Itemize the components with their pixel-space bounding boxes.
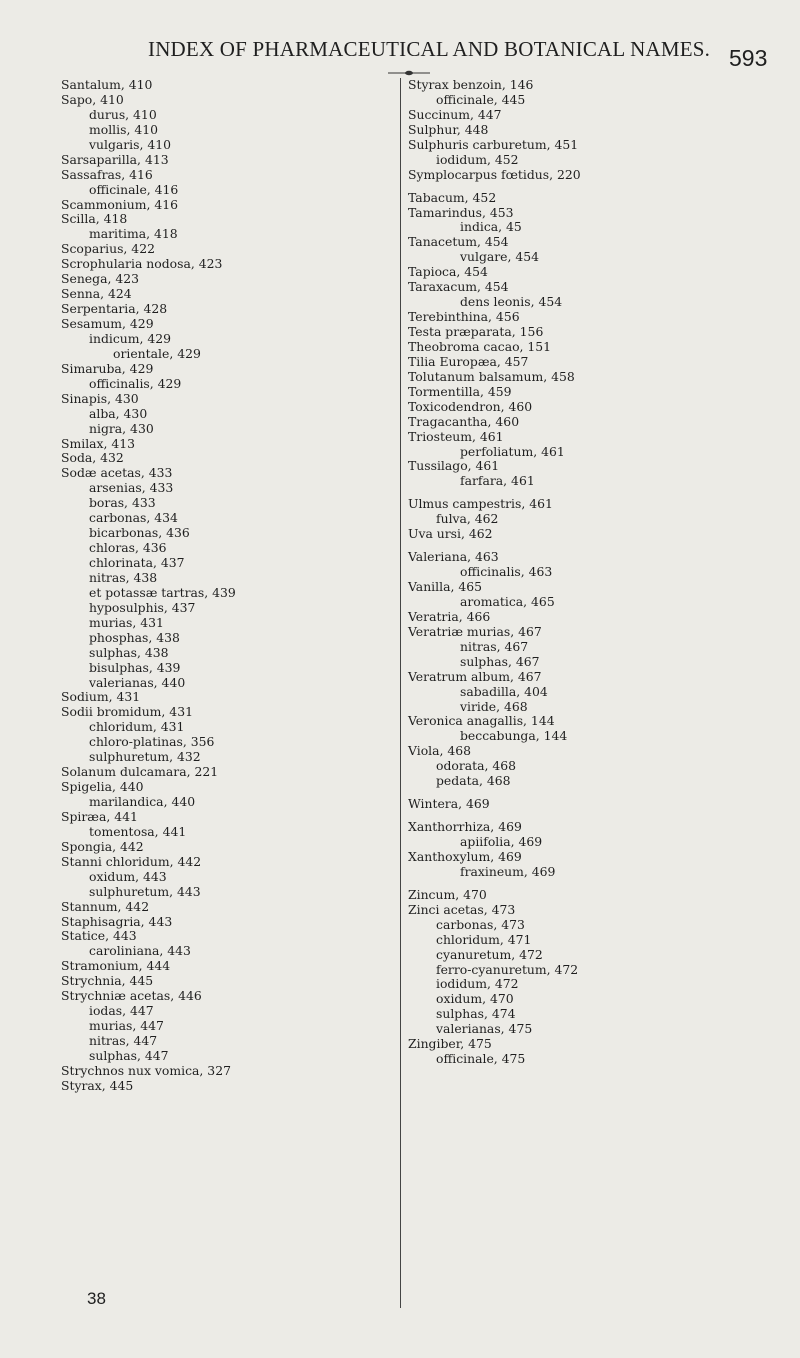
index-entry: Wintera, 469 [408,796,490,812]
index-subentry: fulva, 462 [436,511,499,527]
index-subentry: boras, 433 [89,495,156,511]
index-entry: Zinci acetas, 473 [408,901,516,917]
index-subentry: nitras, 447 [89,1033,158,1048]
index-subentry: oxidum, 443 [89,868,167,884]
index-entry: Ulmus campestris, 461 [408,496,553,512]
index-subentry: pedata, 468 [436,773,511,789]
page-title: INDEX OF PHARMACEUTICAL AND BOTANICAL NAMES. [148,37,711,61]
index-entry: Sulphur, 448 [408,121,489,137]
column-divider [400,78,401,1308]
index-entry: Toxicodendron, 460 [408,398,533,414]
index-subentry: bicarbonas, 436 [89,525,190,541]
index-entry: Sapo, 410 [61,91,124,107]
index-entry: Spiræa, 441 [61,808,138,824]
index-entry: Theobroma cacao, 151 [408,338,552,354]
index-entry: Smilax, 413 [61,435,136,451]
index-subentry: orientale, 429 [113,345,201,361]
index-entry: Veratriæ murias, 467 [408,623,542,639]
index-entry: Sinapis, 430 [61,390,139,406]
index-entry: Styrax, 445 [61,1077,134,1093]
index-entry: Vanilla, 465 [408,579,482,594]
index-entry: Tragacantha, 460 [408,413,520,429]
index-subentry: officinale, 416 [89,181,179,197]
index-subentry: vulgare, 454 [460,249,540,265]
index-entry: Veratrum album, 467 [408,668,542,684]
index-subentry: marilandica, 440 [89,794,196,809]
index-entry: Tolutanum balsamum, 458 [408,368,575,384]
index-subentry: chloridum, 431 [89,719,185,735]
index-subentry: sulphas, 474 [436,1006,516,1022]
index-entry: Tanacetum, 454 [408,234,509,250]
index-subentry: aromatica, 465 [460,593,555,609]
index-entry: Uva ursi, 462 [408,526,493,542]
index-subentry: chloridum, 471 [436,931,532,947]
index-entry: Sodæ acetas, 433 [61,465,173,481]
index-entry: Tapioca, 454 [408,264,488,280]
index-entry: Viola, 468 [408,743,472,759]
index-subentry: valerianas, 475 [436,1021,533,1037]
index-subentry: iodas, 447 [89,1003,154,1019]
index-column-left [61,78,391,1094]
index-subentry: sulphuretum, 432 [89,749,201,765]
index-entry: Senega, 423 [61,271,139,287]
signature-mark: 38 [87,1289,106,1308]
index-entry: Sodium, 431 [61,689,141,705]
index-entry: Scammonium, 416 [61,196,178,212]
index-entry: Succinum, 447 [408,106,502,122]
header-ornament [388,70,430,76]
index-subentry: chlorinata, 437 [89,555,185,570]
index-entry: Testa præparata, 156 [408,324,544,339]
index-subentry: odorata, 468 [436,758,517,774]
index-entry: Zingiber, 475 [408,1036,492,1052]
index-subentry: fraxineum, 469 [460,863,556,879]
index-entry: Sulphuris carburetum, 451 [408,136,579,152]
index-subentry: iodidum, 472 [436,976,519,992]
index-entry: Spigelia, 440 [61,779,144,795]
index-subentry: indicum, 429 [89,330,172,346]
index-subentry: dens leonis, 454 [460,294,563,310]
index-entry: Symplocarpus fœtidus, 220 [408,166,581,182]
index-entry: Valeriana, 463 [408,549,499,565]
index-subentry: arsenias, 433 [89,480,174,496]
index-entry: Stanni chloridum, 442 [61,853,202,869]
index-subentry: carbonas, 473 [436,916,525,932]
index-subentry: sulphas, 438 [89,644,169,660]
index-entry: Simaruba, 429 [61,360,154,376]
index-entry: Tormentilla, 459 [408,383,512,399]
index-subentry: carbonas, 434 [89,510,178,526]
index-subentry: bisulphas, 439 [89,659,181,675]
index-subentry: officinalis, 463 [460,564,553,580]
index-entry: Strychnia, 445 [61,973,154,989]
index-subentry: indica, 45 [460,219,522,235]
index-entry: Sesamum, 429 [61,316,154,331]
index-subentry: officinalis, 429 [89,375,182,391]
index-subentry: sulphuretum, 443 [89,883,201,899]
index-entry: Taraxacum, 454 [408,279,509,295]
index-subentry: alba, 430 [89,405,148,421]
index-subentry: hyposulphis, 437 [89,599,196,615]
index-entry: Xanthorrhiza, 469 [408,819,522,835]
index-column-right [408,78,788,1067]
index-entry: Tamarindus, 453 [408,204,514,220]
index-subentry: farfara, 461 [460,473,535,489]
page-header [0,37,800,77]
index-subentry: oxidum, 470 [436,991,514,1007]
index-entry: Scoparius, 422 [61,241,155,257]
index-entry: Strychniæ acetas, 446 [61,988,202,1004]
index-subentry: murias, 447 [89,1018,164,1034]
index-subentry: beccabunga, 144 [460,728,568,744]
index-subentry: durus, 410 [89,106,157,122]
index-subentry: perfoliatum, 461 [460,443,565,459]
index-entry: Stannum, 442 [61,898,150,914]
index-subentry: maritima, 418 [89,226,178,242]
index-entry: Veratria, 466 [408,608,491,624]
index-subentry: cyanuretum, 472 [436,946,543,962]
index-subentry: vulgaris, 410 [89,136,172,152]
page-number: 593 [729,45,768,71]
index-subentry: viride, 468 [460,698,528,714]
index-subentry: officinale, 475 [436,1051,526,1067]
index-subentry: nitras, 438 [89,569,158,585]
index-subentry: apiifolia, 469 [460,834,543,849]
index-subentry: chloras, 436 [89,540,167,556]
index-subentry: nitras, 467 [460,638,529,654]
index-entry: Santalum, 410 [61,77,153,92]
index-entry: Solanum dulcamara, 221 [61,764,219,780]
index-subentry: murias, 431 [89,614,164,630]
index-entry: Strychnos nux vomica, 327 [61,1062,231,1078]
index-subentry: sulphas, 447 [89,1047,169,1063]
index-entry: Soda, 432 [61,450,124,466]
index-entry: Statice, 443 [61,928,137,944]
index-entry: Scrophularia nodosa, 423 [61,256,223,272]
index-subentry: sulphas, 467 [460,653,540,669]
index-entry: Veronica anagallis, 144 [408,713,555,729]
index-entry: Terebinthina, 456 [408,309,520,325]
index-entry: Scilla, 418 [61,211,128,227]
index-entry: Styrax benzoin, 146 [408,77,534,92]
index-subentry: valerianas, 440 [89,674,186,690]
index-subentry: officinale, 445 [436,91,526,107]
index-entry: Tabacum, 452 [408,189,497,205]
index-subentry: ferro-cyanuretum, 472 [436,961,579,977]
index-entry: Senna, 424 [61,286,132,302]
index-subentry: caroliniana, 443 [89,943,191,959]
index-subentry: mollis, 410 [89,121,158,137]
index-subentry: chloro-platinas, 356 [89,734,215,750]
index-entry: Stramonium, 444 [61,958,171,974]
index-entry: Sassafras, 416 [61,166,153,182]
index-entry: Serpentaria, 428 [61,301,168,317]
index-subentry: nigra, 430 [89,420,154,436]
index-subentry: phosphas, 438 [89,629,180,645]
index-subentry: sabadilla, 404 [460,683,548,699]
index-entry: Spongia, 442 [61,838,144,854]
index-entry: Sarsaparilla, 413 [61,151,169,167]
index-subentry: et potassæ tartras, 439 [89,584,236,600]
index-entry: Staphisagria, 443 [61,913,173,929]
index-subentry: iodidum, 452 [436,151,519,167]
index-subentry: tomentosa, 441 [89,823,187,839]
index-entry: Tilia Europæa, 457 [408,353,529,369]
index-entry: Triosteum, 461 [408,428,504,444]
index-entry: Sodii bromidum, 431 [61,704,193,720]
index-entry: Tussilago, 461 [408,458,500,474]
index-entry: Zincum, 470 [408,886,487,902]
index-entry: Xanthoxylum, 469 [408,848,522,864]
